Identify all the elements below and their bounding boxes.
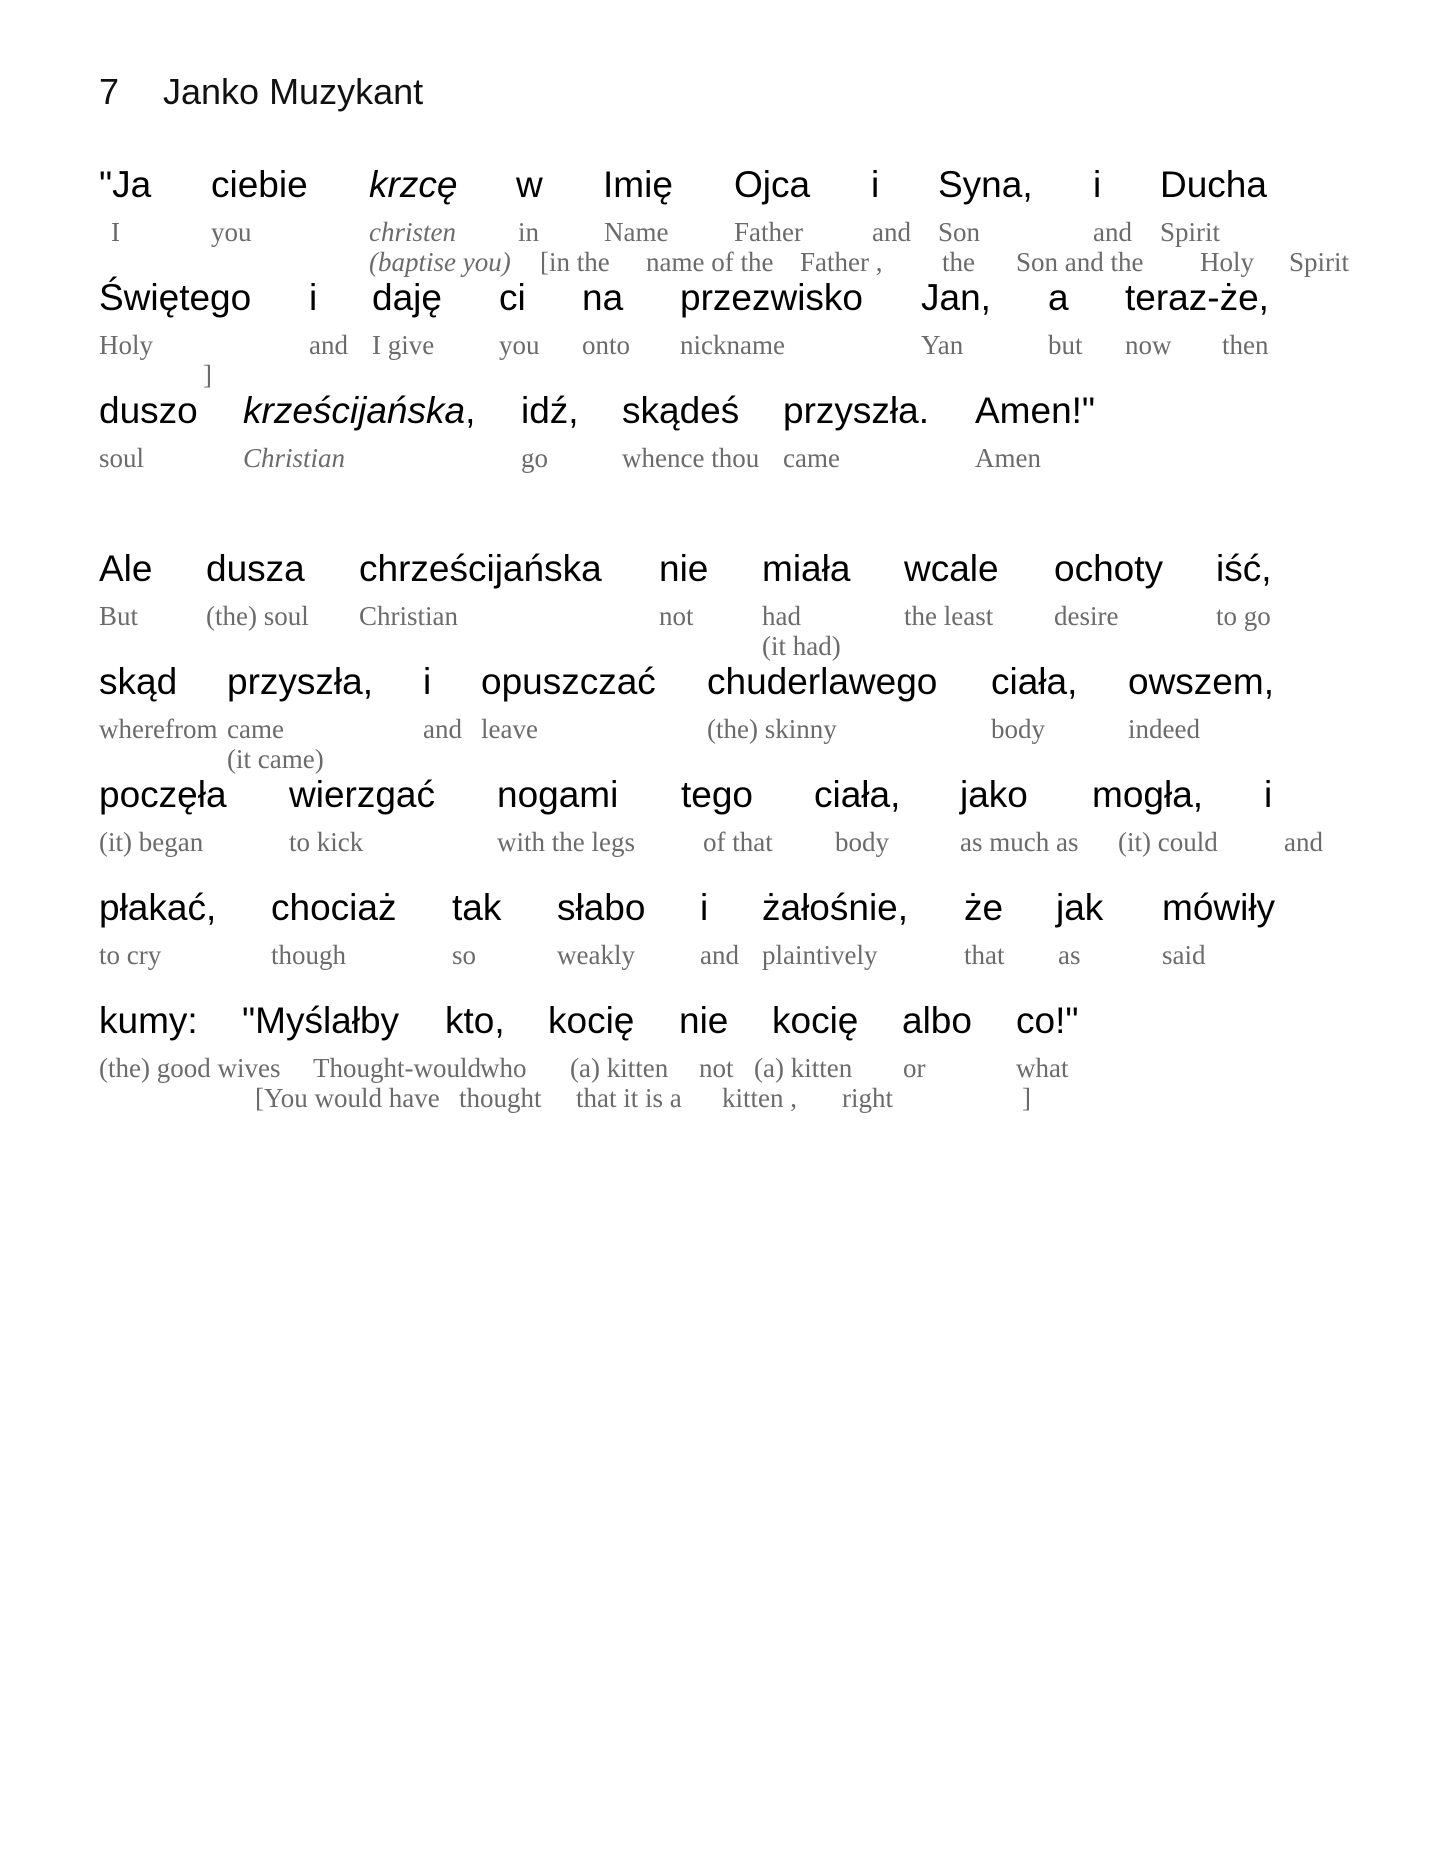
polish-word: iść, <box>1216 548 1272 589</box>
polish-word: i <box>309 277 318 318</box>
polish-word: że <box>964 887 1004 928</box>
polish-word: nie <box>659 548 709 589</box>
gloss-word: body <box>835 827 889 857</box>
polish-word: ci <box>499 277 526 318</box>
polish-word: przyszła, <box>227 661 373 702</box>
gloss-word: not <box>699 1053 734 1083</box>
gloss-word: though <box>271 940 347 970</box>
gloss-word: (a) kitten <box>570 1053 669 1083</box>
gloss-word: and <box>700 940 739 970</box>
polish-word: mogła, <box>1092 774 1204 815</box>
gloss-word: as <box>1058 940 1081 970</box>
gloss-word: you <box>499 330 540 360</box>
polish-word: miała <box>762 548 851 589</box>
gloss-word: what <box>1016 1053 1069 1083</box>
gloss-word: now <box>1125 330 1172 360</box>
gloss-word: Thought-would <box>313 1053 481 1083</box>
gloss-word: Christian <box>243 443 346 473</box>
gloss-alt-word: thought <box>459 1083 542 1113</box>
gloss-word: body <box>991 714 1045 744</box>
polish-word: krześcijańska, <box>243 390 476 431</box>
gloss-word: Father <box>734 217 803 247</box>
gloss-alt-word: [in the <box>540 247 610 277</box>
gloss-word: plaintively <box>762 940 878 970</box>
polish-word: Jan, <box>921 277 991 318</box>
gloss-word: not <box>659 601 694 631</box>
gloss-word: who <box>480 1053 527 1083</box>
gloss-word: or <box>903 1053 926 1083</box>
gloss-word: wherefrom <box>99 714 218 744</box>
gloss-word: as much as <box>960 827 1079 857</box>
polish-word: tego <box>681 774 754 815</box>
gloss-word: came <box>227 714 284 744</box>
polish-word: i <box>1264 774 1273 815</box>
polish-word: tak <box>452 887 502 928</box>
polish-word: dusza <box>206 548 305 589</box>
gloss-word: weakly <box>557 940 635 970</box>
gloss-word: said <box>1162 940 1206 970</box>
polish-word: i <box>700 887 709 928</box>
page-header <box>99 71 424 112</box>
polish-word: owszem, <box>1128 661 1274 702</box>
gloss-alt-word: Holy <box>1200 247 1254 277</box>
gloss-word: onto <box>582 330 631 360</box>
gloss-word: Spirit <box>1160 217 1221 247</box>
gloss-word: came <box>783 443 840 473</box>
gloss-word: Name <box>604 217 669 247</box>
polish-word: skąd <box>99 661 178 702</box>
polish-word: Świętego <box>99 277 252 318</box>
polish-word: i <box>1093 164 1102 205</box>
gloss-alt-word: ] <box>203 360 212 390</box>
polish-word: albo <box>902 1000 972 1041</box>
gloss-word: so <box>452 940 477 970</box>
gloss-word: with the legs <box>497 827 635 857</box>
polish-word: żałośnie, <box>762 887 909 928</box>
gloss-alt-word: (it had) <box>762 631 841 661</box>
gloss-word: desire <box>1054 601 1119 631</box>
gloss-word: Christian <box>359 601 458 631</box>
gloss-word: to go <box>1216 601 1271 631</box>
page-number: 7 <box>99 71 120 112</box>
gloss-word: and <box>1284 827 1323 857</box>
gloss-word: but <box>1048 330 1083 360</box>
polish-word: wierzgać <box>289 774 435 815</box>
gloss-alt-word: that it is a <box>576 1083 682 1113</box>
polish-word: chociaż <box>271 887 397 928</box>
gloss-alt-word: right <box>842 1083 893 1113</box>
polish-word: i <box>871 164 880 205</box>
gloss-alt-word: [You would have <box>255 1083 440 1113</box>
gloss-word: nickname <box>680 330 785 360</box>
polish-word: w <box>516 164 543 205</box>
polish-word: krzcę <box>369 164 458 205</box>
polish-word: Ducha <box>1160 164 1267 205</box>
polish-word: Imię <box>603 164 673 205</box>
gloss-word: Amen <box>975 443 1041 473</box>
polish-word: nogami <box>497 774 619 815</box>
gloss-alt-word: the <box>942 247 975 277</box>
gloss-alt-word: (baptise you) <box>369 247 511 277</box>
gloss-word: I give <box>372 330 435 360</box>
gloss-word: (it) began <box>99 827 204 857</box>
gloss-alt-word: Spirit <box>1289 247 1350 277</box>
polish-word: jako <box>960 774 1028 815</box>
polish-word: kocię <box>548 1000 635 1041</box>
polish-word: kocię <box>772 1000 859 1041</box>
polish-word: przezwisko <box>680 277 863 318</box>
polish-word: na <box>582 277 624 318</box>
gloss-word: to kick <box>289 827 364 857</box>
polish-word: przyszła. <box>783 390 929 431</box>
gloss-alt-word: Son and the <box>1016 247 1144 277</box>
gloss-word: you <box>211 217 252 247</box>
polish-word: a <box>1048 277 1069 318</box>
gloss-word: and <box>309 330 348 360</box>
polish-word: poczęła <box>99 774 227 815</box>
gloss-word: I <box>111 217 120 247</box>
gloss-alt-word: ] <box>1022 1083 1031 1113</box>
gloss-alt-word: (it came) <box>227 744 324 774</box>
gloss-word: that <box>964 940 1005 970</box>
gloss-word: and <box>1093 217 1132 247</box>
polish-word: jak <box>1056 887 1104 928</box>
gloss-alt-word: Father , <box>800 247 883 277</box>
polish-word: słabo <box>557 887 646 928</box>
polish-word: i <box>423 661 432 702</box>
gloss-word: whence thou <box>622 443 760 473</box>
polish-word: płakać, <box>99 887 217 928</box>
gloss-alt-word: kitten , <box>722 1083 797 1113</box>
gloss-word: Holy <box>99 330 153 360</box>
polish-word: ochoty <box>1054 548 1164 589</box>
polish-word: Amen!" <box>975 390 1096 431</box>
polish-word: Ojca <box>734 164 811 205</box>
gloss-word: the least <box>904 601 994 631</box>
gloss-word: and <box>423 714 462 744</box>
gloss-word: christen <box>369 217 456 247</box>
gloss-word: (the) good wives <box>99 1053 281 1083</box>
gloss-word: leave <box>481 714 538 744</box>
polish-word: opuszczać <box>481 661 656 702</box>
gloss-word: Yan <box>921 330 964 360</box>
chapter-title: Janko Muzykant <box>163 71 424 112</box>
polish-word: co!" <box>1016 1000 1079 1041</box>
polish-word: idź, <box>521 390 579 431</box>
polish-word: chrześcijańska <box>359 548 602 589</box>
polish-word: mówiły <box>1162 887 1276 928</box>
polish-word: kumy: <box>99 1000 198 1041</box>
gloss-word: (the) soul <box>206 601 309 631</box>
gloss-word: soul <box>99 443 145 473</box>
polish-word: duszo <box>99 390 198 431</box>
gloss-word: to cry <box>99 940 162 970</box>
polish-word: "Ja <box>99 164 152 205</box>
gloss-word: Son <box>938 217 981 247</box>
gloss-word: But <box>99 601 139 631</box>
polish-word: Syna, <box>938 164 1033 205</box>
gloss-word: had <box>762 601 801 631</box>
polish-word: ciała, <box>814 774 901 815</box>
polish-word: "Myślałby <box>242 1000 400 1041</box>
gloss-word: then <box>1222 330 1269 360</box>
gloss-word: (a) kitten <box>754 1053 853 1083</box>
gloss-word: of that <box>703 827 773 857</box>
polish-word: skądeś <box>622 390 740 431</box>
polish-word: nie <box>679 1000 729 1041</box>
gloss-word: (it) could <box>1118 827 1218 857</box>
polish-word: teraz-że, <box>1125 277 1269 318</box>
gloss-word: in <box>518 217 540 247</box>
polish-word: daję <box>372 277 442 318</box>
gloss-alt-word: name of the <box>646 247 774 277</box>
polish-word: ciała, <box>991 661 1078 702</box>
polish-word: ciebie <box>211 164 308 205</box>
gloss-word: (the) skinny <box>707 714 837 744</box>
polish-word: Ale <box>99 548 153 589</box>
gloss-word: and <box>872 217 911 247</box>
gloss-word: go <box>521 443 548 473</box>
gloss-word: indeed <box>1128 714 1200 744</box>
polish-word: chuderlawego <box>707 661 938 702</box>
polish-word: kto, <box>445 1000 505 1041</box>
polish-word: wcale <box>904 548 999 589</box>
